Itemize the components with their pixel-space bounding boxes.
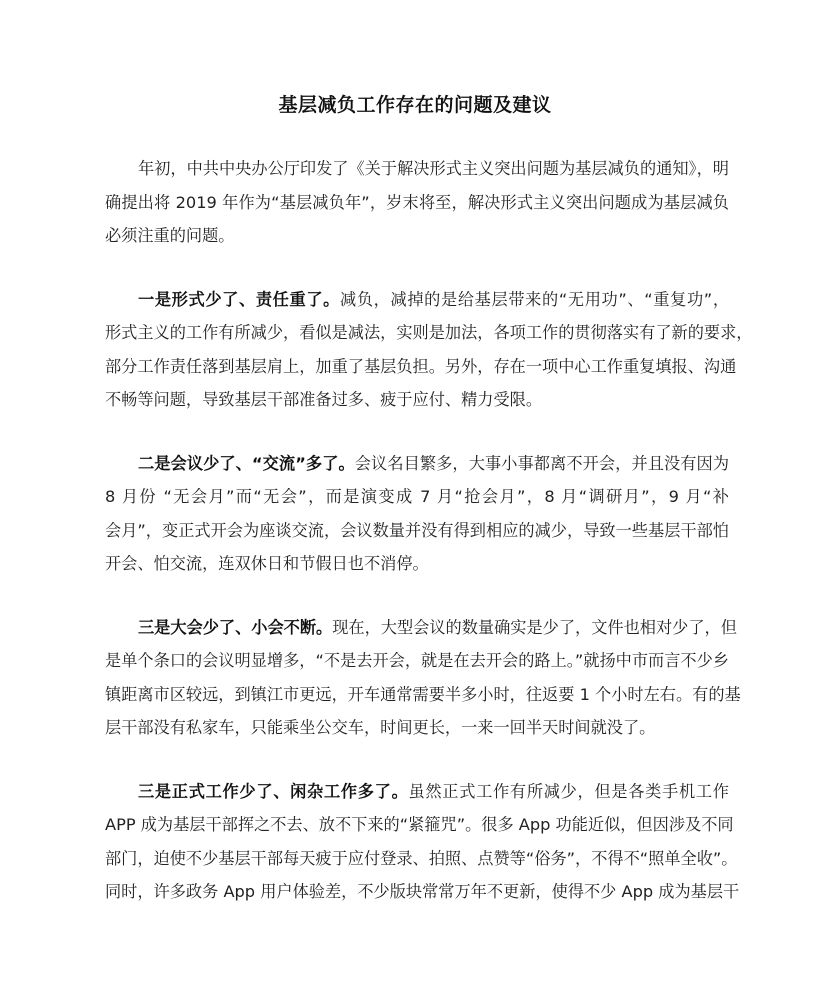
line-text: 层干部没有私家车，只能乘坐公交车，时间更长，一来一回半天时间就没了。 [105, 718, 656, 737]
text-line [105, 547, 729, 581]
paragraph [105, 611, 741, 745]
line-text: 同时，许多政务 App 用户体验差，不少版块常常万年不更新，使得不少 App 成为基层干 [105, 882, 740, 901]
text-line [105, 611, 737, 645]
paragraph-lead: 二是会议少了、“交流”多了。 [138, 453, 355, 473]
text-line [105, 152, 729, 186]
line-text: 形式主义的工作有所减少，看似是减法，实则是加法，各项工作的贯彻落实有了新的要求， [105, 323, 753, 342]
text-line [105, 219, 729, 253]
line-text: 镇距离市区较远，到镇江市更远，开车通常需要半多小时，往返要 1 个小时左右。有的基 [105, 684, 741, 704]
text-line [105, 775, 729, 809]
text-line [105, 447, 729, 481]
paragraph [105, 152, 729, 253]
line-text: 年初，中共中央办公厅印发了《关于解决形式主义突出问题为基层减负的通知》，明 [138, 159, 729, 178]
text-line [105, 383, 729, 417]
text-line [105, 644, 729, 678]
line-text: 部分工作责任落到基层肩上，加重了基层负担。另外，存在一项中心工作重复填报、沟通 [105, 356, 737, 376]
line-text: 是单个条口的会议明显增多，“不是去开会，就是在去开会的路上。”就扬中市而言不少乡 [105, 651, 729, 670]
text-line [105, 842, 738, 876]
line-text: 会议名目繁多，大事小事都离不开会，并且没有因为 [354, 453, 730, 473]
line-text: 确提出将 2019 年作为“基层减负年”，岁末将至，解决形式主义突出问题成为基层减负 [105, 192, 729, 212]
line-text: APP 成为基层干部挥之不去、放不下来的“紧箍咒”。很多 App 功能近似，但因涉及不同 [105, 815, 734, 834]
text-line [105, 808, 734, 842]
line-text: 虽然正式工作有所减少，但是各类手机工作 [408, 781, 729, 801]
line-text: 必须注重的问题。 [105, 226, 235, 245]
text-line [105, 875, 740, 909]
text-line [105, 350, 737, 384]
text-line [105, 711, 729, 745]
line-text: 开会、怕交流，连双休日和节假日也不消停。 [105, 554, 429, 573]
text-line [105, 514, 729, 548]
paragraph-lead: 一是形式少了、责任重了。 [138, 289, 341, 309]
text-line [105, 283, 729, 317]
paragraph [105, 775, 740, 909]
line-text: 现在，大型会议的数量确实是少了，文件也相对少了，但 [332, 617, 737, 637]
text-line [105, 316, 753, 350]
paragraph-lead: 三是大会少了、小会不断。 [138, 617, 333, 637]
paragraph-lead: 三是正式工作少了、闲杂工作多了。 [138, 781, 409, 801]
line-text: 会月”，变正式开会为座谈交流，会议数量并没有得到相应的减少，导致一些基层干部怕 [105, 520, 729, 540]
paragraph [105, 283, 753, 417]
text-line [105, 480, 729, 514]
document-title: 基层减负工作存在的问题及建议 [278, 94, 552, 116]
line-text: 部门，迫使不少基层干部每天疲于应付登录、拍照、点赞等“俗务”，不得不“照单全收”。 [105, 848, 738, 868]
line-text: 不畅等问题，导致基层干部准备过多、疲于应付、精力受限。 [105, 390, 543, 409]
line-text: 8 月份 “无会月”而“无会”，而是演变成 7 月“抢会月”，8 月“调研月”，9 月“补 [105, 487, 729, 506]
text-line [105, 678, 741, 712]
line-text: 减负，减掉的是给基层带来的“无用功”、“重复功”， [340, 289, 730, 309]
text-line [105, 186, 729, 220]
document-body [105, 152, 753, 939]
paragraph [105, 447, 729, 581]
